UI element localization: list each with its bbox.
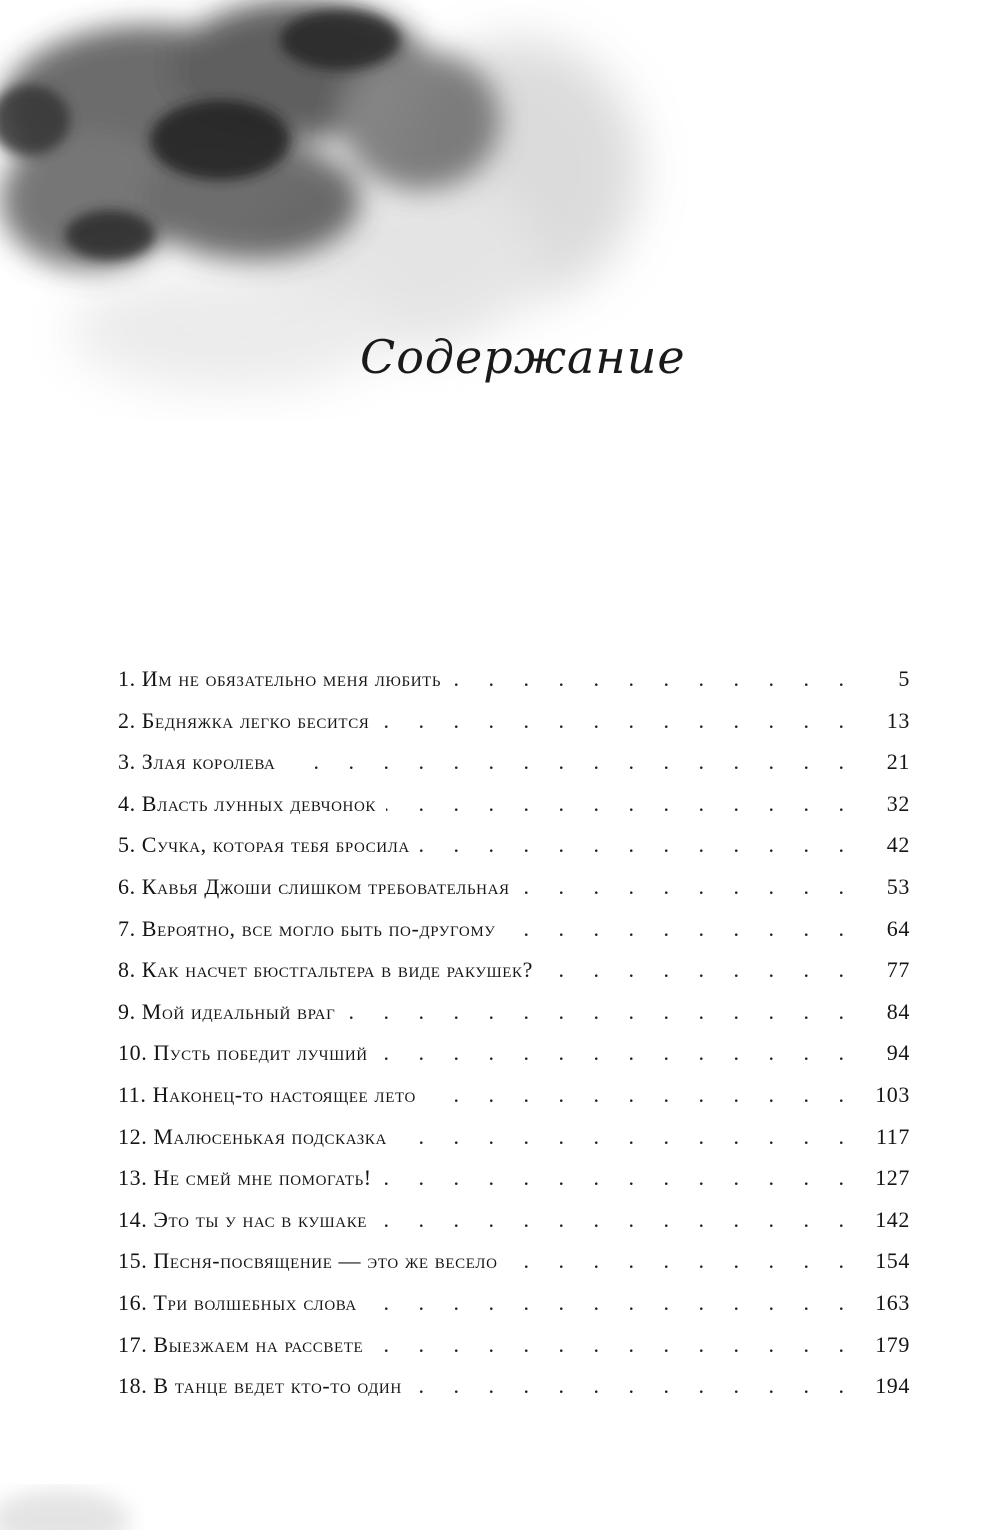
- toc-page-number: 142: [875, 1206, 910, 1232]
- toc-entry[interactable]: [118, 708, 910, 750]
- toc-entry[interactable]: [118, 1248, 910, 1290]
- toc-entry-title: 16. Три волшебных слова: [118, 1289, 357, 1315]
- toc-leader-dots: [377, 1207, 856, 1233]
- toc-entry[interactable]: [118, 749, 910, 791]
- toc-leader-dots: [285, 749, 856, 775]
- toc-entry-title: 11. Наконец-то настоящее лето: [118, 1081, 416, 1107]
- toc-page-number: 94: [886, 1040, 910, 1066]
- toc-page-number: 5: [898, 666, 910, 691]
- toc-page-number: 84: [886, 998, 910, 1024]
- toc-page-number: 42: [886, 832, 910, 858]
- toc-leader-dots: [451, 666, 856, 692]
- toc-leader-dots: [506, 916, 856, 942]
- toc-leader-dots: [378, 1040, 856, 1066]
- toc-leader-dots: [382, 1165, 856, 1191]
- toc-page-number: 53: [886, 873, 910, 899]
- toc-entry-title: 14. Это ты у нас в кушаке: [118, 1206, 368, 1232]
- toc-leader-dots: [543, 957, 856, 983]
- toc-page-number: 127: [875, 1165, 910, 1191]
- toc-entry[interactable]: [118, 1124, 910, 1166]
- toc-leader-dots: [379, 708, 856, 734]
- toc-leader-dots: [508, 1248, 856, 1274]
- toc-leader-dots: [412, 1373, 856, 1399]
- toc-page-number: 64: [886, 915, 910, 941]
- toc-entry[interactable]: [118, 1332, 910, 1374]
- toc-entry-title: 10. Пусть победит лучший: [118, 1040, 368, 1066]
- toc-entry[interactable]: [118, 1373, 910, 1415]
- toc-entry[interactable]: [118, 1040, 910, 1082]
- toc-leader-dots: [386, 791, 856, 817]
- toc-leader-dots: [367, 1290, 856, 1316]
- page-title: Содержание: [360, 330, 686, 384]
- toc-entry-title: 4. Власть лунных девчонок: [118, 790, 376, 816]
- toc-entry-title: 15. Песня-посвящение — это же весело: [118, 1248, 498, 1274]
- toc-page-number: 154: [875, 1248, 910, 1274]
- toc-entry[interactable]: [118, 957, 910, 999]
- toc-leader-dots: [426, 1082, 856, 1108]
- toc-leader-dots: [397, 1124, 856, 1150]
- toc-entry[interactable]: [118, 791, 910, 833]
- toc-entry-title: 3. Злая королева: [118, 749, 276, 775]
- toc-entry-title: 1. Им не обязательно меня любить: [118, 666, 442, 691]
- toc-entry[interactable]: [118, 1290, 910, 1332]
- toc-entry-title: 2. Бедняжка легко бесится: [118, 707, 370, 733]
- table-of-contents: [118, 666, 910, 1415]
- toc-entry[interactable]: [118, 916, 910, 958]
- toc-entry[interactable]: [118, 1207, 910, 1249]
- toc-entry-title: 12. Малюсенькая подсказка: [118, 1123, 387, 1149]
- toc-leader-dots: [345, 999, 856, 1025]
- toc-entry-title: 17. Выезжаем на рассвете: [118, 1331, 364, 1357]
- toc-entry-title: 18. В танце ведет кто-то один: [118, 1373, 402, 1399]
- toc-leader-dots: [373, 1332, 856, 1358]
- toc-leader-dots: [520, 874, 856, 900]
- toc-entry-title: 5. Сучка, которая тебя бросила: [118, 832, 410, 858]
- toc-entry[interactable]: [118, 1165, 910, 1207]
- watercolor-splash-bottom: [0, 1440, 1000, 1530]
- toc-entry-title: 9. Мой идеальный враг: [118, 998, 336, 1024]
- toc-page-number: 163: [875, 1289, 910, 1315]
- toc-page-number: 117: [876, 1123, 910, 1149]
- toc-entry-title: 8. Как насчет бюстгальтера в виде ракушек?: [118, 957, 534, 983]
- toc-page-number: 77: [886, 957, 910, 983]
- toc-entry-title: 7. Вероятно, все могло быть по-другому: [118, 915, 496, 941]
- toc-page-number: 32: [886, 790, 910, 816]
- toc-page-number: 194: [875, 1373, 910, 1399]
- toc-entry[interactable]: [118, 832, 910, 874]
- toc-entry[interactable]: [118, 1082, 910, 1124]
- toc-entry-title: 6. Кавья Джоши слишком требовательная: [118, 873, 510, 899]
- toc-entry[interactable]: [118, 666, 910, 708]
- toc-entry-title: 13. Не смей мне помогать!: [118, 1165, 372, 1191]
- toc-leader-dots: [420, 832, 856, 858]
- toc-entry[interactable]: [118, 999, 910, 1041]
- toc-page-number: 21: [886, 749, 910, 775]
- toc-entry[interactable]: [118, 874, 910, 916]
- toc-page-number: 103: [875, 1081, 910, 1107]
- toc-page-number: 13: [886, 707, 910, 733]
- toc-page-number: 179: [875, 1331, 910, 1357]
